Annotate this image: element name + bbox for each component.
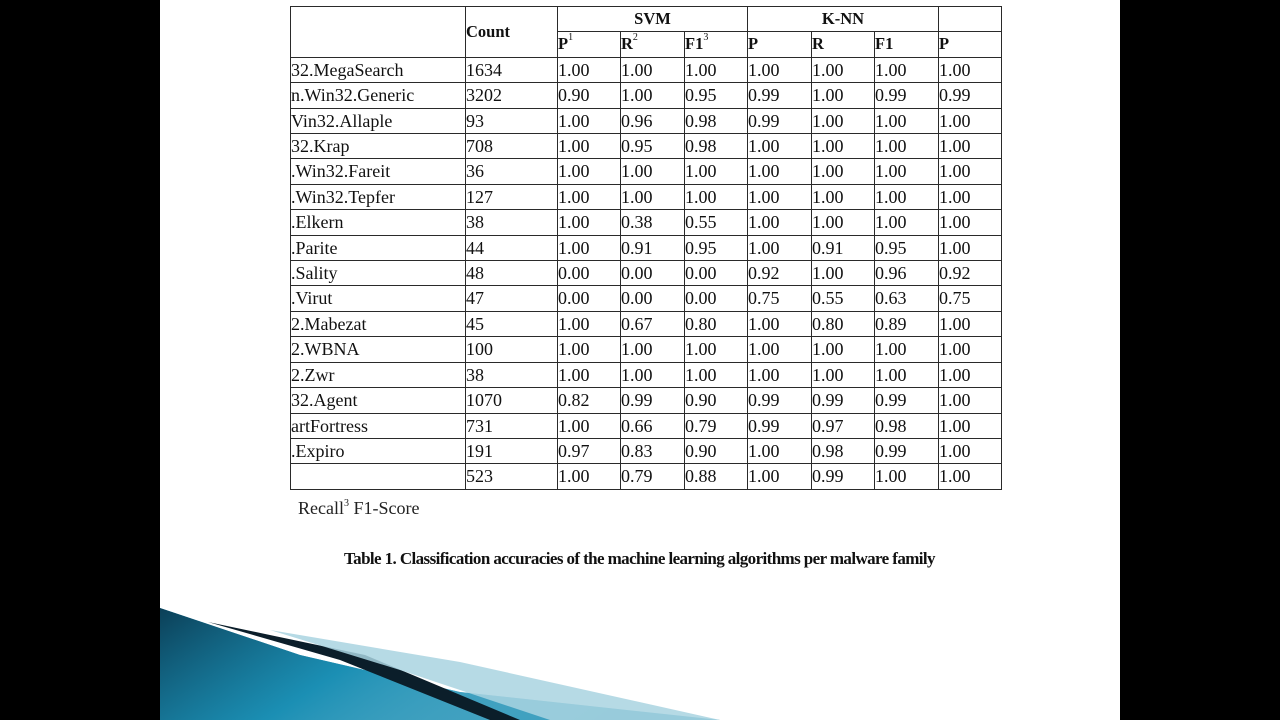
malware-family-cell <box>291 184 466 209</box>
sample-count-cell: 708 <box>466 134 558 159</box>
malware-family-label: 32.Krap <box>291 136 350 157</box>
table-row <box>291 235 1002 260</box>
sample-count-cell: 38 <box>466 362 558 387</box>
malware-family-label: 2.Zwr <box>291 364 335 385</box>
metric-header-cell <box>939 32 1002 57</box>
sample-count-cell: 127 <box>466 184 558 209</box>
count-header-cell: Count <box>466 7 558 58</box>
metric-value-cell: 0.82 <box>558 388 621 413</box>
malware-family-cell <box>291 57 466 82</box>
metric-value-cell: 1.00 <box>812 261 875 286</box>
metric-header-cell <box>558 32 621 57</box>
metric-value-cell: 0.55 <box>685 210 748 235</box>
metric-value-cell: 0.99 <box>875 438 939 463</box>
metric-value-cell: 1.00 <box>812 362 875 387</box>
metric-value-cell: 0.79 <box>621 464 685 489</box>
table-row <box>291 311 1002 336</box>
metric-value-cell: 1.00 <box>812 134 875 159</box>
metric-value-cell: 1.00 <box>685 362 748 387</box>
metric-value-cell: 1.00 <box>621 337 685 362</box>
metric-value-cell: 0.97 <box>558 438 621 463</box>
metric-value-cell: 1.00 <box>812 184 875 209</box>
metric-value-cell: 0.80 <box>812 311 875 336</box>
metric-header-label: F1 <box>685 34 704 54</box>
malware-family-label: 2.Mabezat <box>291 313 367 334</box>
malware-family-cell <box>291 159 466 184</box>
metric-header-label: F1 <box>875 34 894 54</box>
metric-value-cell: 1.00 <box>558 108 621 133</box>
sample-count-cell: 38 <box>466 210 558 235</box>
metric-value-cell: 1.00 <box>939 159 1002 184</box>
metric-header-label: R <box>621 34 633 54</box>
metric-value-cell: 1.00 <box>939 388 1002 413</box>
metric-value-cell: 0.92 <box>939 261 1002 286</box>
metric-value-cell: 1.00 <box>812 159 875 184</box>
malware-family-label: Vin32.Allaple <box>291 110 393 131</box>
metric-value-cell: 1.00 <box>875 108 939 133</box>
metric-header-cell <box>875 32 939 57</box>
metric-value-cell: 0.96 <box>875 261 939 286</box>
malware-family-cell <box>291 261 466 286</box>
metric-value-cell: 1.00 <box>875 210 939 235</box>
metric-value-cell: 1.00 <box>939 413 1002 438</box>
malware-family-label: .Sality <box>291 263 338 284</box>
malware-family-label: .Win32.Tepfer <box>291 186 395 207</box>
metric-value-cell: 1.00 <box>748 57 812 82</box>
metric-value-cell: 1.00 <box>685 184 748 209</box>
metric-value-cell: 0.00 <box>558 261 621 286</box>
malware-family-cell <box>291 337 466 362</box>
table-row <box>291 83 1002 108</box>
malware-family-cell <box>291 286 466 311</box>
metric-value-cell: 1.00 <box>812 108 875 133</box>
malware-family-cell <box>291 210 466 235</box>
malware-family-label: 32.Agent <box>291 390 358 411</box>
malware-family-cell <box>291 464 466 489</box>
metric-value-cell: 0.00 <box>621 286 685 311</box>
metric-value-cell: 0.79 <box>685 413 748 438</box>
metric-value-cell: 0.95 <box>621 134 685 159</box>
sample-count-cell: 48 <box>466 261 558 286</box>
third-group-header <box>939 7 1002 32</box>
metric-value-cell: 0.98 <box>685 108 748 133</box>
metric-header-cell <box>621 32 685 57</box>
table-group-header-row <box>291 7 1002 32</box>
metric-value-cell: 0.91 <box>812 235 875 260</box>
metric-value-cell: 0.98 <box>685 134 748 159</box>
metric-value-cell: 1.00 <box>939 210 1002 235</box>
malware-family-cell <box>291 388 466 413</box>
metric-value-cell: 1.00 <box>875 57 939 82</box>
metric-value-cell: 1.00 <box>558 311 621 336</box>
metric-value-cell: 1.00 <box>748 235 812 260</box>
sample-count-cell: 1070 <box>466 388 558 413</box>
metric-value-cell: 0.95 <box>685 235 748 260</box>
table-caption: Table 1. Classification accuracies of the machine learning algorithms per malware family <box>344 549 935 568</box>
metric-value-cell: 0.92 <box>748 261 812 286</box>
footnote-superscript: 3 <box>343 498 349 509</box>
metric-value-cell: 1.00 <box>621 159 685 184</box>
malware-family-label: .Elkern <box>291 212 344 233</box>
metric-value-cell: 1.00 <box>748 362 812 387</box>
metric-value-cell: 0.97 <box>812 413 875 438</box>
metric-header-cell <box>748 32 812 57</box>
sample-count-cell: 191 <box>466 438 558 463</box>
metric-value-cell: 0.00 <box>685 261 748 286</box>
classification-accuracy-table <box>290 6 1002 490</box>
metric-value-cell: 1.00 <box>558 159 621 184</box>
metric-value-cell: 0.95 <box>685 83 748 108</box>
metric-value-cell: 1.00 <box>685 159 748 184</box>
malware-family-label: .Expiro <box>291 440 345 461</box>
metric-value-cell: 1.00 <box>558 184 621 209</box>
table-row <box>291 286 1002 311</box>
metric-footnote-marker: 3 <box>703 32 709 44</box>
metric-header-label: R <box>812 34 824 54</box>
metric-value-cell: 0.89 <box>875 311 939 336</box>
metric-value-cell: 1.00 <box>621 57 685 82</box>
table-body <box>291 57 1002 489</box>
metric-value-cell: 0.98 <box>875 413 939 438</box>
metric-value-cell: 1.00 <box>748 134 812 159</box>
table-row <box>291 362 1002 387</box>
sample-count-cell: 47 <box>466 286 558 311</box>
metric-value-cell: 0.00 <box>685 286 748 311</box>
metric-value-cell: 0.99 <box>939 83 1002 108</box>
metric-value-cell: 1.00 <box>939 362 1002 387</box>
table-row <box>291 108 1002 133</box>
sample-count-cell: 100 <box>466 337 558 362</box>
metric-value-cell: 0.00 <box>558 286 621 311</box>
metric-value-cell: 0.38 <box>621 210 685 235</box>
table-row <box>291 57 1002 82</box>
metric-value-cell: 1.00 <box>939 438 1002 463</box>
svm-group-header: SVM <box>558 7 748 32</box>
metric-value-cell: 1.00 <box>748 438 812 463</box>
metric-value-cell: 1.00 <box>812 210 875 235</box>
sample-count-cell: 93 <box>466 108 558 133</box>
table-row <box>291 159 1002 184</box>
metric-value-cell: 1.00 <box>939 311 1002 336</box>
metric-value-cell: 1.00 <box>875 184 939 209</box>
malware-family-cell <box>291 311 466 336</box>
metric-value-cell: 0.90 <box>685 438 748 463</box>
metric-value-cell: 0.55 <box>812 286 875 311</box>
metric-value-cell: 0.99 <box>875 388 939 413</box>
metric-value-cell: 0.95 <box>875 235 939 260</box>
metric-value-cell: 0.75 <box>939 286 1002 311</box>
metric-value-cell: 1.00 <box>558 134 621 159</box>
metric-value-cell: 0.99 <box>748 108 812 133</box>
metric-value-cell: 0.67 <box>621 311 685 336</box>
metric-footnote-marker: 2 <box>632 32 638 44</box>
table-row <box>291 388 1002 413</box>
metric-value-cell: 1.00 <box>748 184 812 209</box>
metric-value-cell: 1.00 <box>621 184 685 209</box>
malware-family-cell <box>291 362 466 387</box>
metric-value-cell: 1.00 <box>939 57 1002 82</box>
metric-value-cell: 1.00 <box>875 159 939 184</box>
malware-family-label: 2.WBNA <box>291 339 360 360</box>
footnote-f1-score: F1-Score <box>348 498 420 518</box>
metric-value-cell: 1.00 <box>558 362 621 387</box>
metric-value-cell: 1.00 <box>812 83 875 108</box>
malware-family-cell <box>291 83 466 108</box>
metric-header-cell <box>812 32 875 57</box>
table-footnote <box>298 498 618 519</box>
metric-value-cell: 0.88 <box>685 464 748 489</box>
metric-value-cell: 1.00 <box>685 337 748 362</box>
metric-value-cell: 1.00 <box>812 57 875 82</box>
metric-value-cell: 1.00 <box>939 337 1002 362</box>
metric-value-cell: 1.00 <box>558 464 621 489</box>
metric-header-label: P <box>558 34 569 54</box>
sample-count-cell: 731 <box>466 413 558 438</box>
malware-family-cell <box>291 108 466 133</box>
metric-value-cell: 1.00 <box>875 134 939 159</box>
metric-value-cell: 1.00 <box>621 362 685 387</box>
table-row <box>291 438 1002 463</box>
sample-count-cell: 1634 <box>466 57 558 82</box>
table-row <box>291 134 1002 159</box>
metric-value-cell: 1.00 <box>558 413 621 438</box>
metric-value-cell: 1.00 <box>558 235 621 260</box>
table-row <box>291 464 1002 489</box>
metric-value-cell: 0.91 <box>621 235 685 260</box>
malware-family-label: n.Win32.Generic <box>291 85 415 106</box>
decorative-swoosh <box>160 600 720 720</box>
sample-count-cell: 36 <box>466 159 558 184</box>
metric-value-cell: 1.00 <box>748 337 812 362</box>
table-row <box>291 413 1002 438</box>
metric-value-cell: 0.90 <box>558 83 621 108</box>
metric-value-cell: 0.80 <box>685 311 748 336</box>
metric-value-cell: 1.00 <box>812 337 875 362</box>
sample-count-cell: 3202 <box>466 83 558 108</box>
metric-value-cell: 0.99 <box>748 388 812 413</box>
malware-family-cell <box>291 134 466 159</box>
malware-family-cell <box>291 438 466 463</box>
metric-value-cell: 1.00 <box>939 108 1002 133</box>
metric-value-cell: 1.00 <box>939 464 1002 489</box>
metric-value-cell: 0.99 <box>621 388 685 413</box>
metric-value-cell: 0.99 <box>812 388 875 413</box>
sample-count-cell: 523 <box>466 464 558 489</box>
metric-value-cell: 1.00 <box>748 210 812 235</box>
metric-value-cell: 0.99 <box>812 464 875 489</box>
metric-value-cell: 1.00 <box>558 210 621 235</box>
malware-family-cell <box>291 413 466 438</box>
table-row <box>291 337 1002 362</box>
metric-value-cell: 0.98 <box>812 438 875 463</box>
metric-value-cell: 1.00 <box>875 337 939 362</box>
metric-value-cell: 0.99 <box>875 83 939 108</box>
metric-value-cell: 1.00 <box>558 57 621 82</box>
metric-value-cell: 1.00 <box>875 362 939 387</box>
metric-value-cell: 0.00 <box>621 261 685 286</box>
metric-value-cell: 1.00 <box>685 57 748 82</box>
sample-count-cell: 45 <box>466 311 558 336</box>
metric-value-cell: 0.99 <box>748 413 812 438</box>
metric-header-cell <box>685 32 748 57</box>
malware-family-label: artFortress <box>291 415 368 436</box>
metric-value-cell: 0.63 <box>875 286 939 311</box>
table-row <box>291 210 1002 235</box>
metric-value-cell: 1.00 <box>748 159 812 184</box>
metric-value-cell: 1.00 <box>621 83 685 108</box>
metric-value-cell: 0.83 <box>621 438 685 463</box>
metric-value-cell: 1.00 <box>875 464 939 489</box>
metric-value-cell: 1.00 <box>939 235 1002 260</box>
malware-family-label: .Parite <box>291 237 338 258</box>
malware-family-label: 32.MegaSearch <box>291 59 404 80</box>
sample-count-cell: 44 <box>466 235 558 260</box>
metric-value-cell: 0.66 <box>621 413 685 438</box>
metric-value-cell: 0.75 <box>748 286 812 311</box>
knn-group-header: K-NN <box>748 7 939 32</box>
metric-value-cell: 1.00 <box>939 134 1002 159</box>
metric-value-cell: 1.00 <box>558 337 621 362</box>
table-viewport <box>291 0 1141 500</box>
family-header-cell <box>291 7 466 58</box>
malware-family-label: .Virut <box>291 288 333 309</box>
metric-value-cell: 0.90 <box>685 388 748 413</box>
footnote-recall: Recall <box>298 498 344 518</box>
metric-footnote-marker: 1 <box>568 32 574 44</box>
metric-value-cell: 1.00 <box>939 184 1002 209</box>
metric-header-label: P <box>748 34 759 54</box>
table-row <box>291 184 1002 209</box>
metric-header-label: P <box>939 34 950 54</box>
table-row <box>291 261 1002 286</box>
metric-value-cell: 1.00 <box>748 311 812 336</box>
metric-value-cell: 1.00 <box>748 464 812 489</box>
metric-value-cell: 0.99 <box>748 83 812 108</box>
malware-family-label: .Win32.Fareit <box>291 161 391 182</box>
malware-family-cell <box>291 235 466 260</box>
metric-value-cell: 0.96 <box>621 108 685 133</box>
